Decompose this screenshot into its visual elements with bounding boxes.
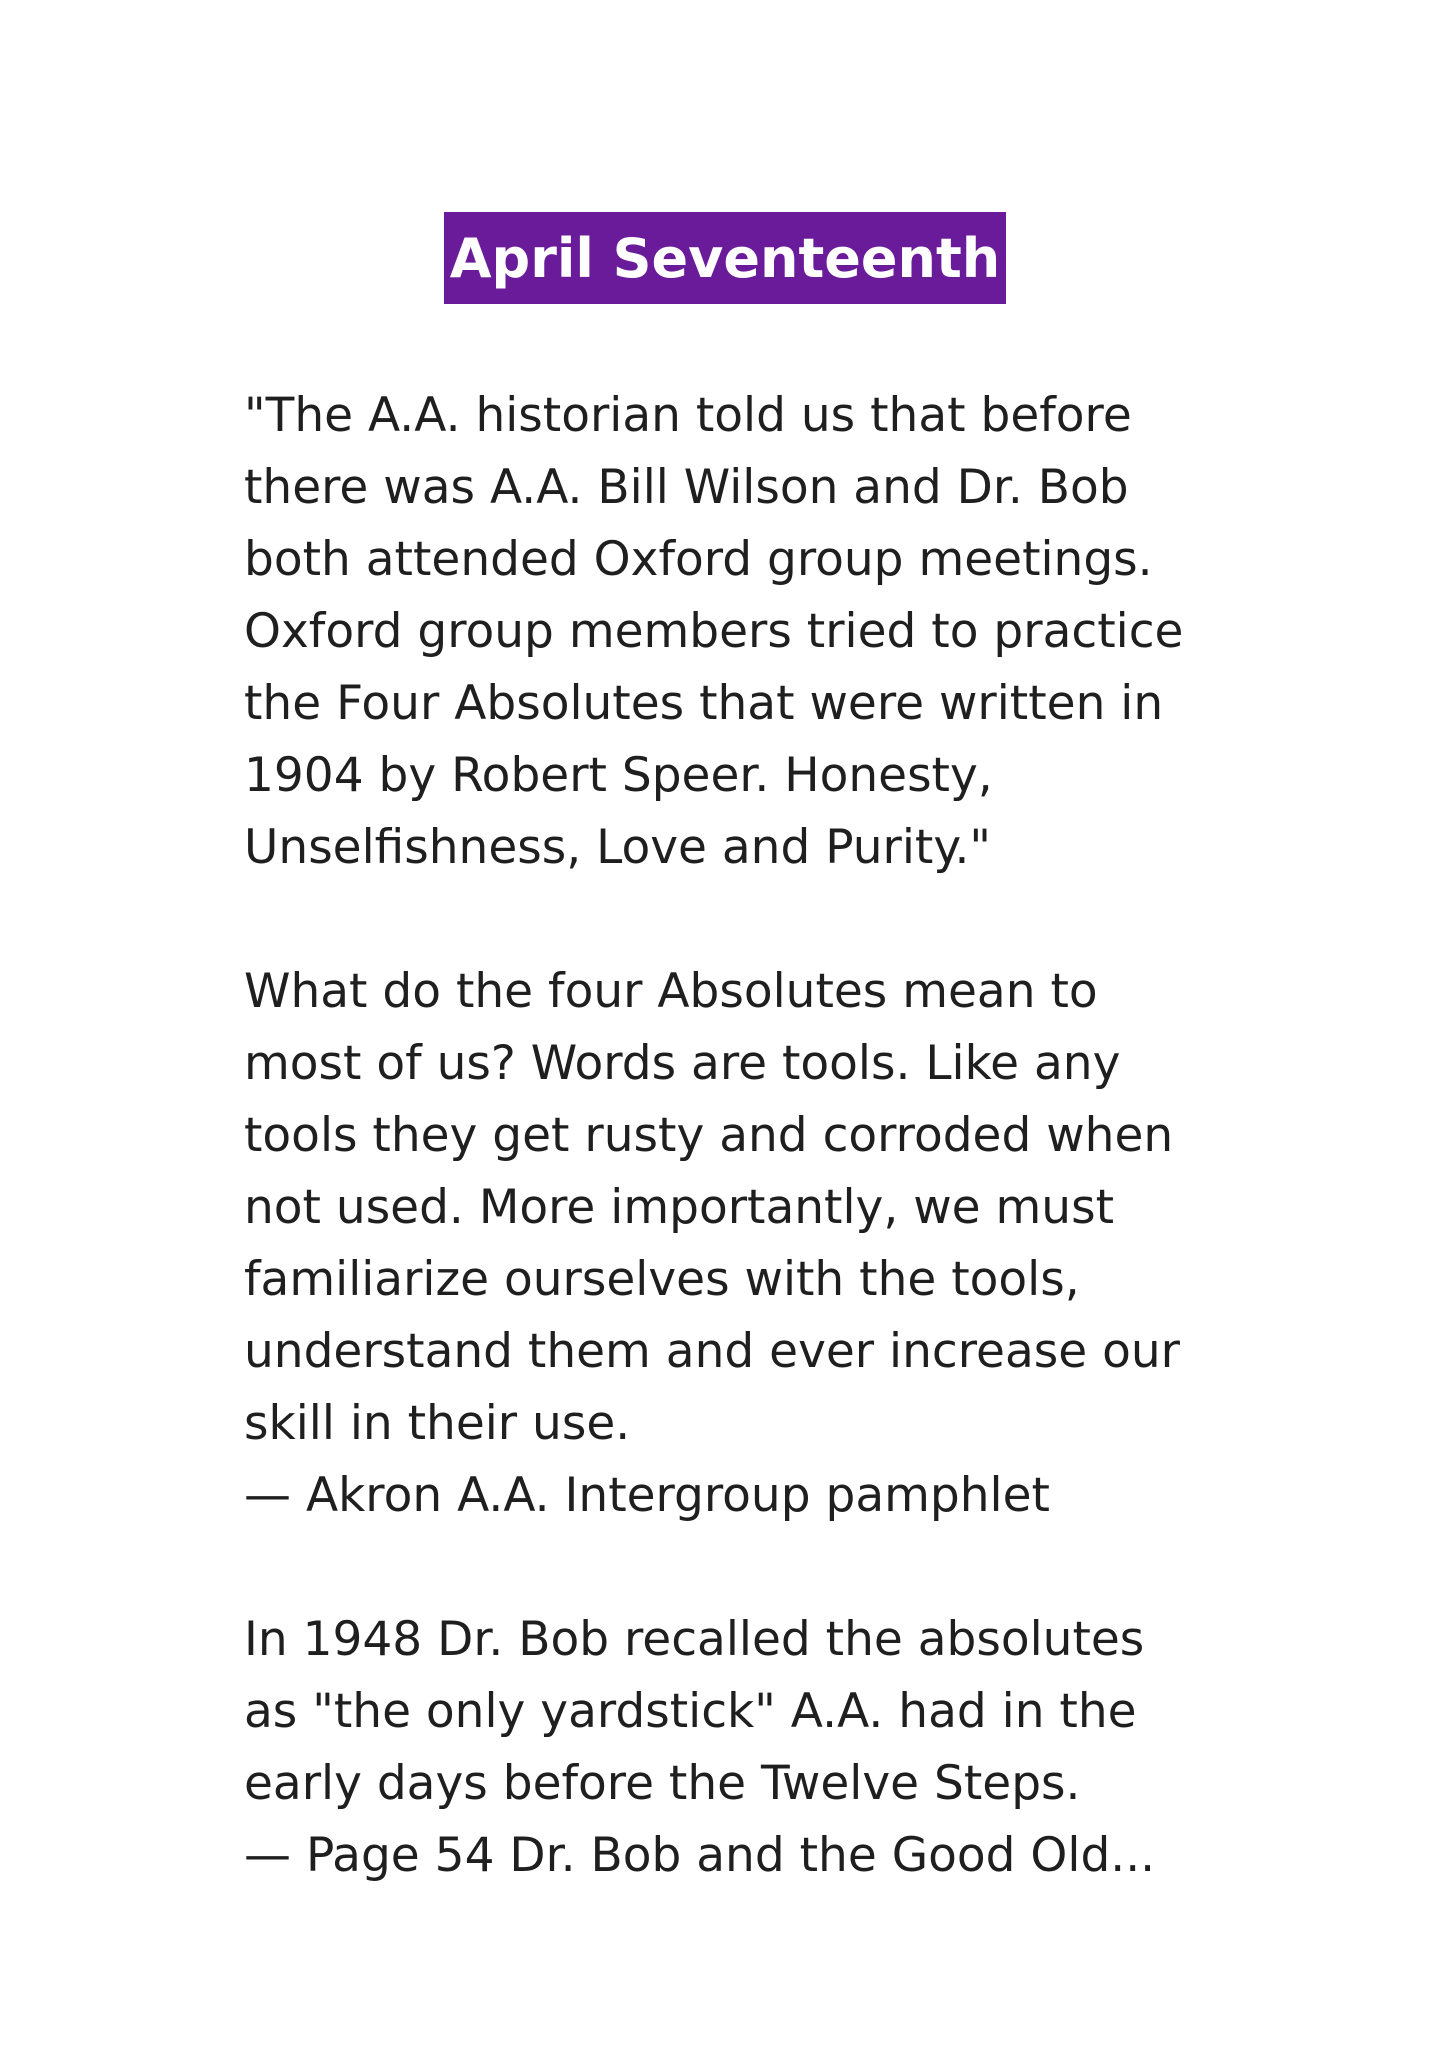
history-line: early days before the Twelve Steps. [244, 1756, 1081, 1811]
title-banner [444, 212, 1006, 304]
reflection-line: tools they get rusty and corroded when [244, 1108, 1174, 1163]
quote-line: "The A.A. historian told us that before [244, 388, 1132, 443]
reflection-line: familiarize ourselves with the tools, [244, 1252, 1080, 1307]
quote-paragraph [244, 380, 1244, 884]
reflection-line: understand them and ever increase our [244, 1324, 1180, 1379]
history-line: as "the only yardstick" A.A. had in the [244, 1684, 1137, 1739]
attribution-line: — Page 54 Dr. Bob and the Good Old... [244, 1828, 1156, 1883]
reflection-line: not used. More importantly, we must [244, 1180, 1115, 1235]
quote-line: both attended Oxford group meetings. [244, 532, 1153, 587]
document-body [244, 380, 1244, 1892]
attribution-line: — Akron A.A. Intergroup pamphlet [244, 1468, 1050, 1523]
history-paragraph [244, 1604, 1244, 1892]
paragraph-spacer [244, 884, 1244, 956]
quote-line: 1904 by Robert Speer. Honesty, [244, 748, 993, 803]
quote-line: there was A.A. Bill Wilson and Dr. Bob [244, 460, 1129, 515]
reflection-line: What do the four Absolutes mean to [244, 964, 1098, 1019]
history-line: In 1948 Dr. Bob recalled the absolutes [244, 1612, 1145, 1667]
quote-line: Oxford group members tried to practice [244, 604, 1184, 659]
reflection-line: skill in their use. [244, 1396, 631, 1451]
quote-line: Unselfishness, Love and Purity." [244, 820, 992, 875]
paragraph-spacer [244, 1532, 1244, 1604]
quote-line: the Four Absolutes that were written in [244, 676, 1164, 731]
reflection-paragraph [244, 956, 1244, 1532]
page-title: April Seventeenth [449, 227, 1001, 290]
reflection-line: most of us? Words are tools. Like any [244, 1036, 1121, 1091]
